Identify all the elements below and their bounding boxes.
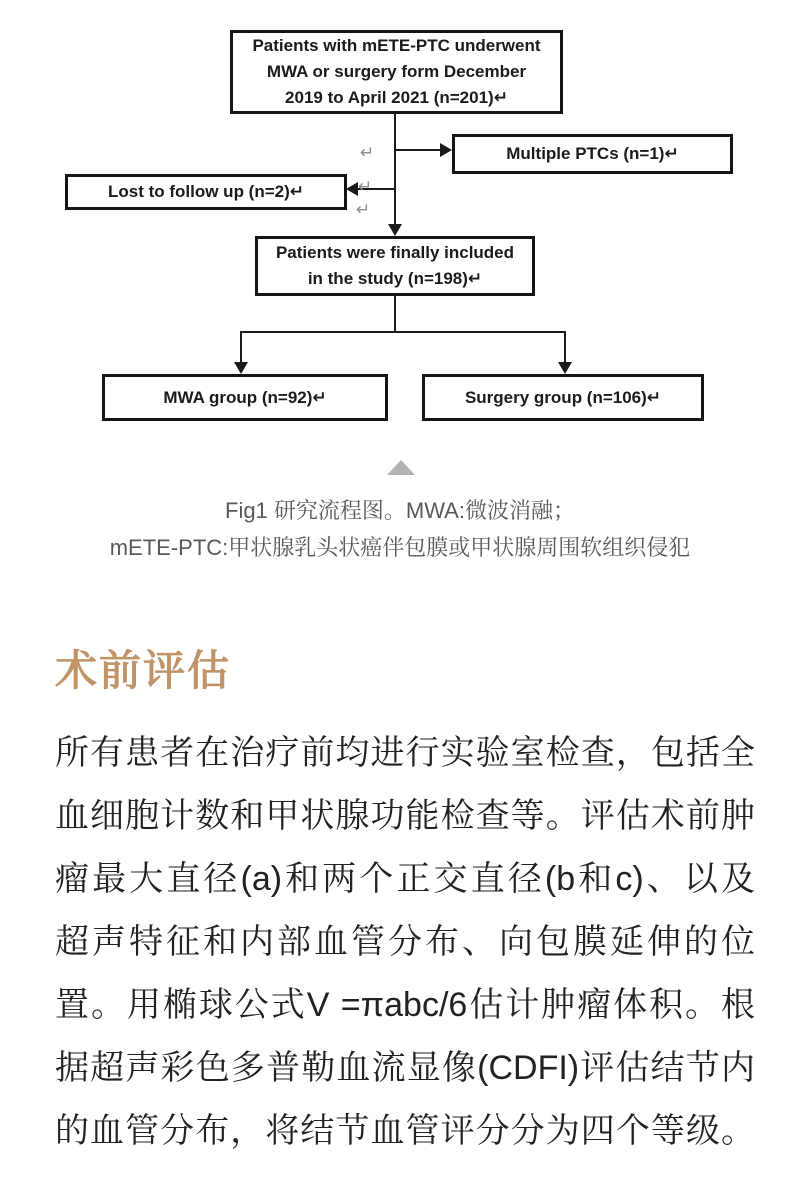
connector-down-to-mwa [240, 331, 242, 363]
flow-box-included [255, 236, 535, 296]
arrowhead-into-surgery [558, 362, 572, 374]
return-mark-icon: ↵ [358, 177, 373, 196]
flow-box-multiple-ptcs [452, 134, 733, 174]
paragraph-line: 超声特征和内部血管分布、向包膜延伸的位 [55, 923, 755, 961]
flow-box-lost-followup [65, 174, 347, 210]
arrowhead-into-multiple [440, 143, 452, 157]
arrowhead-into-lost [346, 182, 358, 196]
arrowhead-into-mwa [234, 362, 248, 374]
flow-box-enrolled-line2: MWA or surgery form December [266, 62, 527, 81]
figure-caption-line1: Fig1 研究流程图。MWA:微波消融； [225, 498, 575, 523]
paragraph-line: 瘤最大直径(a)和两个正交直径(b和c)、以及 [55, 860, 755, 898]
flow-box-mwa-group-label: MWA group (n=92)↵ [163, 387, 327, 407]
flow-box-surgery-group-label: Surgery group (n=106)↵ [464, 387, 662, 407]
flow-box-included-line1: Patients were finally included [275, 243, 515, 262]
flow-box-included-line2: in the study (n=198)↵ [307, 269, 483, 288]
connector-included-down [394, 295, 396, 333]
figure-caption [0, 492, 800, 566]
paragraph-line: 所有患者在治疗前均进行实验室检查，包括全 [55, 734, 755, 772]
figure-caption-line2: mETE-PTC:甲状腺乳头状癌伴包膜或甲状腺周围软组织侵犯 [109, 535, 691, 560]
flow-box-multiple-ptcs-label: Multiple PTCs (n=1)↵ [506, 144, 679, 163]
connector-down-to-surgery [564, 331, 566, 363]
flow-box-mwa-group [102, 374, 388, 421]
body-paragraph [55, 722, 755, 1163]
connector-branch-right [394, 149, 440, 151]
flow-box-surgery-group [422, 374, 704, 421]
flow-box-enrolled [230, 30, 563, 114]
connector-horizontal-branch [240, 331, 566, 333]
arrowhead-into-included [388, 224, 402, 236]
return-mark-icon: ↵ [356, 200, 371, 219]
flow-box-enrolled-line3: 2019 to April 2021 (n=201)↵ [285, 88, 508, 107]
section-heading: 术前评估 [55, 649, 232, 695]
paragraph-line: 的血管分布，将结节血管评分分为四个等级。 [55, 1112, 755, 1150]
paragraph-line: 据超声彩色多普勒血流显像(CDFI)评估结节内 [55, 1049, 755, 1087]
paragraph-line: 血细胞计数和甲状腺功能检查等。评估术前肿 [55, 797, 755, 835]
return-mark-icon: ↵ [360, 143, 375, 162]
collapse-triangle-icon[interactable] [387, 460, 415, 475]
study-flow-diagram [0, 0, 800, 445]
flow-box-lost-followup-label: Lost to follow up (n=2)↵ [107, 182, 305, 201]
paragraph-line: 置。用椭球公式V =πabc/6估计肿瘤体积。根 [55, 986, 755, 1024]
flow-box-enrolled-line1: Patients with mETE-PTC underwent [252, 36, 541, 55]
connector-top-to-included [394, 113, 396, 225]
